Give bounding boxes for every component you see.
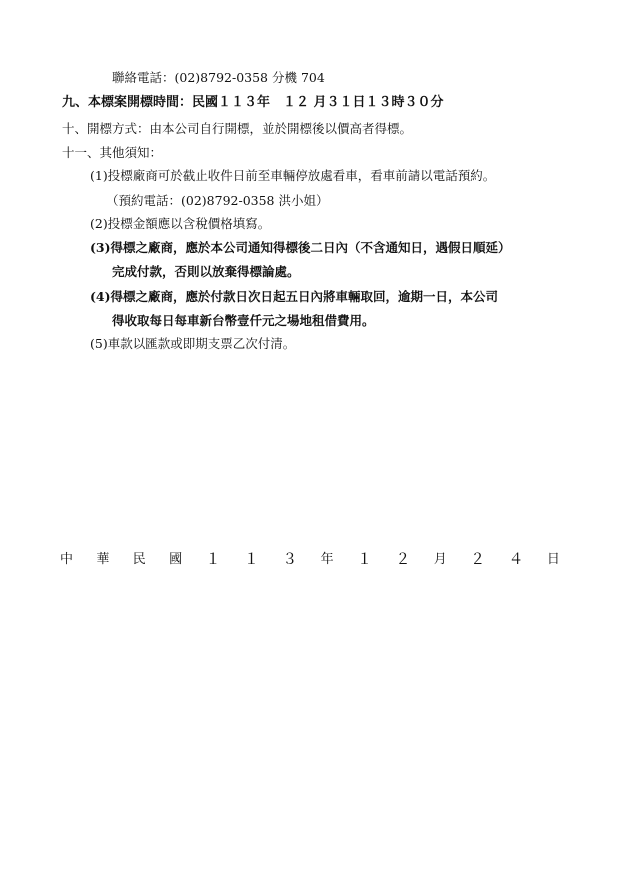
date-char: 日 bbox=[546, 552, 560, 567]
note-4-line-1: (4)得標之廠商，應於付款日次日起五日內將車輛取回，逾期一日，本公司 bbox=[90, 289, 499, 304]
date-digit: ２ bbox=[470, 550, 486, 568]
date-digit: １ bbox=[243, 550, 259, 568]
date-char: 國 bbox=[169, 552, 183, 567]
date-char: 月 bbox=[433, 552, 447, 567]
note-2: (2)投標金額應以含稅價格填寫。 bbox=[90, 216, 271, 231]
bid-opening-method: 十、開標方式：由本公司自行開標，並於開標後以價高者得標。 bbox=[62, 121, 413, 136]
date-char: 中 bbox=[60, 552, 74, 567]
date-digit: １ bbox=[205, 550, 221, 568]
note-4-line-2: 得收取每日每車新台幣壹仟元之場地租借費用。 bbox=[112, 313, 375, 328]
date-char: 民 bbox=[132, 552, 146, 567]
bid-opening-time: 九、本標案開標時間：民國１１３年 １２ 月３１日１３時３０分 bbox=[62, 95, 444, 110]
note-3-line-1: (3)得標之廠商，應於本公司通知得標後二日內（不含通知日，遇假日順延） bbox=[90, 240, 511, 255]
date-char: 華 bbox=[96, 552, 110, 567]
document-date bbox=[60, 548, 560, 568]
date-char: 年 bbox=[320, 552, 334, 567]
note-1-contact: （預約電話：(02)8792-0358 洪小姐） bbox=[106, 193, 329, 208]
contact-phone-line: 聯絡電話：(02)8792-0358 分機 704 bbox=[112, 70, 325, 85]
note-5: (5)車款以匯款或即期支票乙次付清。 bbox=[90, 336, 296, 351]
date-digit: ４ bbox=[508, 550, 524, 568]
date-digit: ２ bbox=[395, 550, 411, 568]
note-3-line-2: 完成付款，否則以放棄得標論處。 bbox=[112, 264, 300, 279]
other-notes-title: 十一、其他須知： bbox=[62, 145, 163, 160]
note-1: (1)投標廠商可於截止收件日前至車輛停放處看車，看車前請以電話預約。 bbox=[90, 168, 496, 183]
date-digit: ３ bbox=[282, 550, 298, 568]
date-digit: １ bbox=[357, 550, 373, 568]
